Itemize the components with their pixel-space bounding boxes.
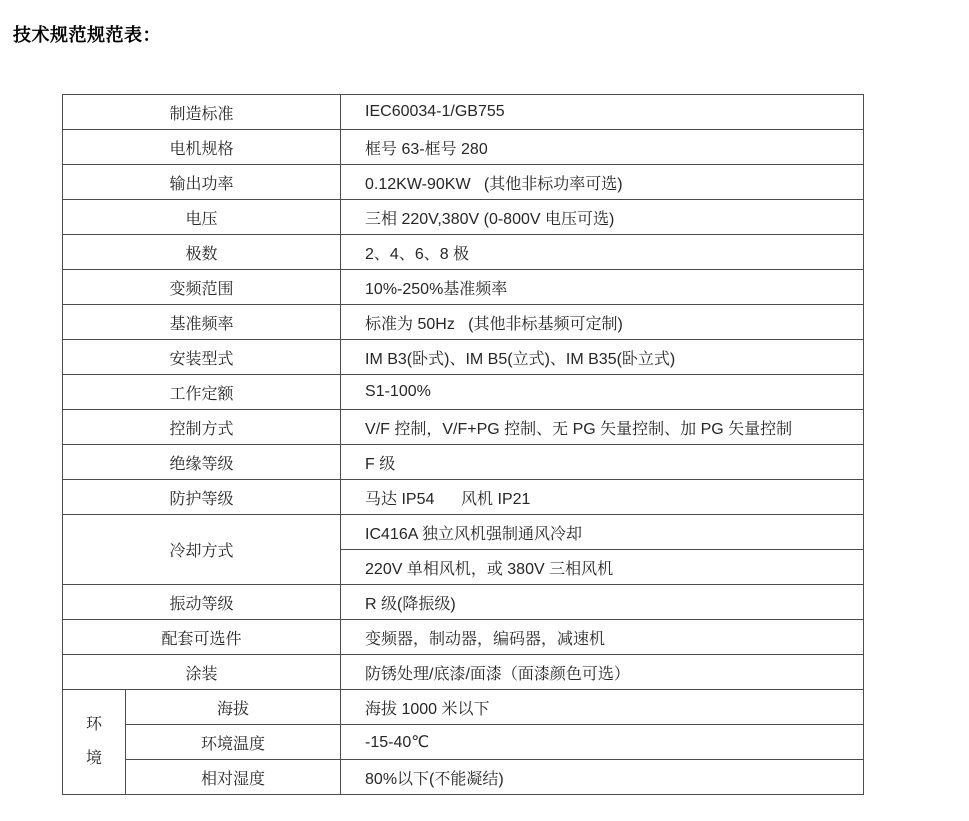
spec-value: 三相 220V,380V (0-800V 电压可选): [341, 200, 864, 235]
spec-value: IEC60034-1/GB755: [341, 95, 864, 130]
page-title: 技术规范规范表：: [13, 25, 161, 45]
table-row: [63, 340, 864, 375]
spec-label: 安装型式: [63, 340, 341, 375]
environment-group-label: 环境: [63, 690, 126, 795]
spec-value: IC416A 独立风机强制通风冷却: [341, 515, 864, 550]
spec-value: 2、4、6、8 极: [341, 235, 864, 270]
spec-label: 配套可选件: [63, 620, 341, 655]
spec-value: 海拔 1000 米以下: [341, 690, 864, 725]
spec-label: 电机规格: [63, 130, 341, 165]
spec-label: 制造标准: [63, 95, 341, 130]
table-row-environment: [63, 725, 864, 760]
table-row: [63, 655, 864, 690]
table-row: [63, 620, 864, 655]
spec-value: 10%-250%基准频率: [341, 270, 864, 305]
table-row-cooling-1: [63, 515, 864, 550]
spec-value: 220V 单相风机，或 380V 三相风机: [341, 550, 864, 585]
table-row: [63, 375, 864, 410]
spec-label: 绝缘等级: [63, 445, 341, 480]
spec-label: 冷却方式: [63, 515, 341, 585]
table-row: [63, 305, 864, 340]
spec-label: 振动等级: [63, 585, 341, 620]
spec-value: F 级: [341, 445, 864, 480]
spec-value: IM B3(卧式)、IM B5(立式)、IM B35(卧立式): [341, 340, 864, 375]
table-row-environment: [63, 690, 864, 725]
spec-value: -15-40℃: [341, 725, 864, 760]
spec-value: 80%以下(不能凝结): [341, 760, 864, 795]
spec-label: 海拔: [126, 690, 341, 725]
spec-value: 马达 IP54 风机 IP21: [341, 480, 864, 515]
table-row: [63, 130, 864, 165]
table-row: [63, 410, 864, 445]
spec-value: 防锈处理/底漆/面漆（面漆颜色可选）: [341, 655, 864, 690]
spec-label: 输出功率: [63, 165, 341, 200]
spec-label: 基准频率: [63, 305, 341, 340]
table-row: [63, 235, 864, 270]
table-row: [63, 200, 864, 235]
table-row: [63, 165, 864, 200]
spec-table: [62, 94, 864, 795]
spec-value: S1-100%: [341, 375, 864, 410]
spec-label: 涂装: [63, 655, 341, 690]
spec-label: 极数: [63, 235, 341, 270]
spec-label: 工作定额: [63, 375, 341, 410]
table-row: [63, 585, 864, 620]
table-row: [63, 95, 864, 130]
table-row: [63, 270, 864, 305]
spec-value: 标准为 50Hz (其他非标基频可定制): [341, 305, 864, 340]
table-row: [63, 480, 864, 515]
table-row-environment: [63, 760, 864, 795]
spec-label: 电压: [63, 200, 341, 235]
spec-value: 0.12KW-90KW (其他非标功率可选): [341, 165, 864, 200]
spec-label: 防护等级: [63, 480, 341, 515]
spec-label: 相对湿度: [126, 760, 341, 795]
spec-label: 变频范围: [63, 270, 341, 305]
spec-value: 变频器，制动器，编码器，减速机: [341, 620, 864, 655]
spec-value: V/F 控制，V/F+PG 控制、无 PG 矢量控制、加 PG 矢量控制: [341, 410, 864, 445]
spec-label: 环境温度: [126, 725, 341, 760]
spec-value: 框号 63-框号 280: [341, 130, 864, 165]
table-row: [63, 445, 864, 480]
spec-label: 控制方式: [63, 410, 341, 445]
spec-value: R 级(降振级): [341, 585, 864, 620]
